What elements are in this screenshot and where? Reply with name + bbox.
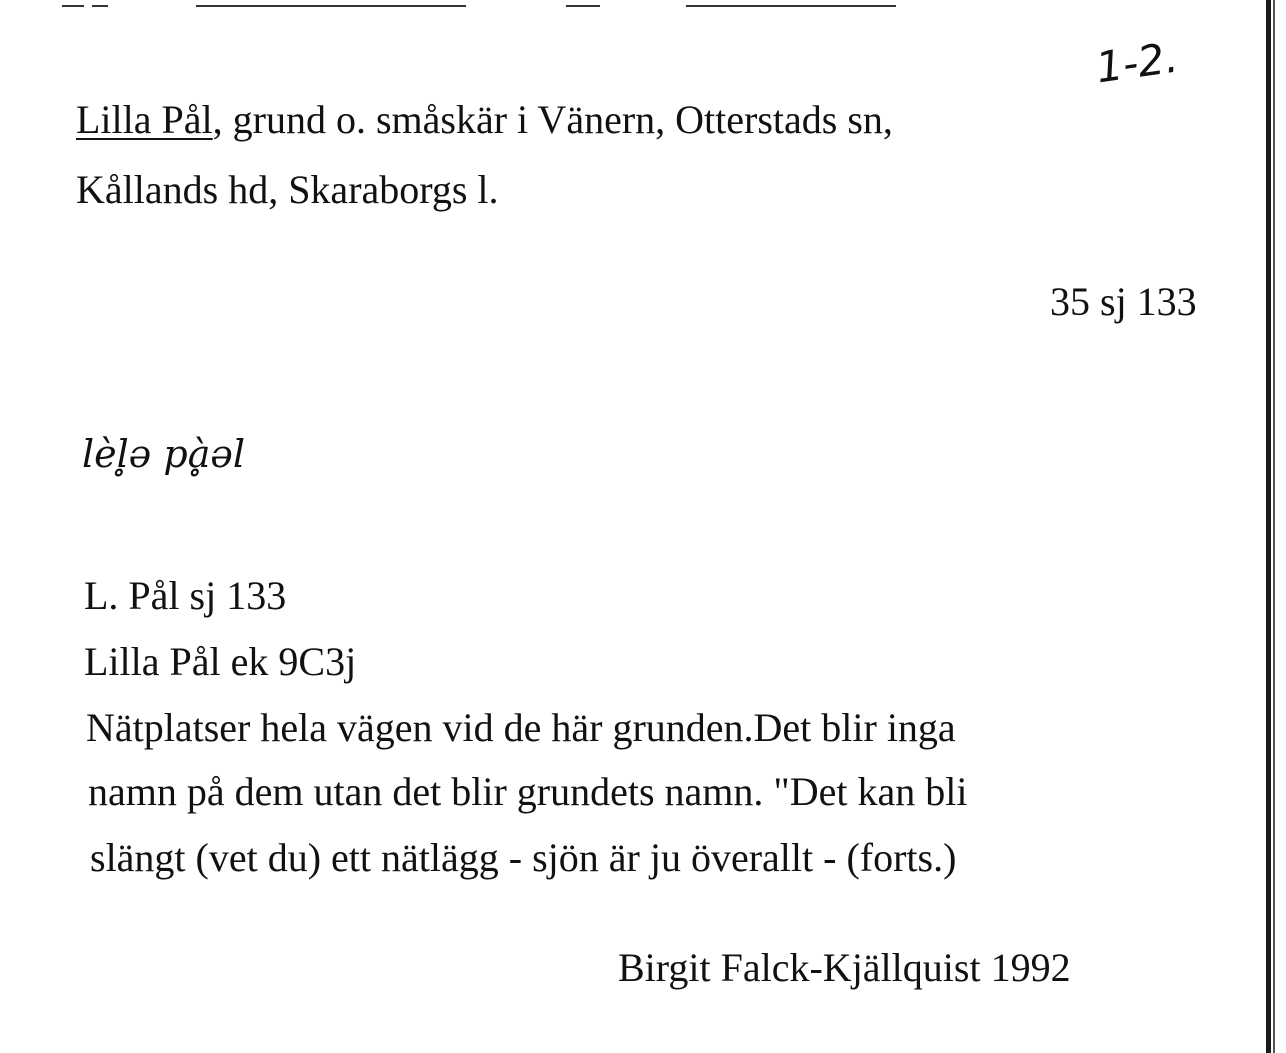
headword-line (76, 96, 893, 144)
headword: Lilla Pål (76, 97, 213, 142)
author-signature: Birgit Falck-Kjällquist 1992 (618, 945, 1071, 990)
note-line: slängt (vet du) ett nätlägg - sjön är ju överallt - (forts.) (90, 835, 957, 880)
source-line: Lilla Pål ek 9C3j (84, 639, 357, 684)
scan-mark (686, 5, 896, 7)
scan-mark (196, 5, 466, 7)
pronunciation: lèl̥ə pḁ̀əl (82, 432, 245, 476)
right-card-edge (1266, 0, 1271, 1053)
note-line: namn på dem utan det blir grundets namn. "Det kan bli (88, 769, 968, 814)
top-scan-edge (0, 0, 1286, 12)
definition-line-2: Kållands hd, Skaraborgs l. (76, 167, 499, 212)
right-card-edge-shadow (1273, 0, 1275, 1053)
scan-mark (62, 5, 84, 7)
note-line: Nätplatser hela vägen vid de här grunden.Det blir inga (86, 705, 956, 750)
reference-code: 35 sj 133 (1050, 279, 1197, 324)
scan-mark (92, 5, 108, 7)
scan-mark (566, 5, 600, 7)
source-line: L. Pål sj 133 (84, 573, 287, 618)
definition-line-1: , grund o. småskär i Vänern, Otterstads sn, (212, 97, 893, 142)
handwritten-page-mark: 1-2. (1092, 32, 1181, 93)
